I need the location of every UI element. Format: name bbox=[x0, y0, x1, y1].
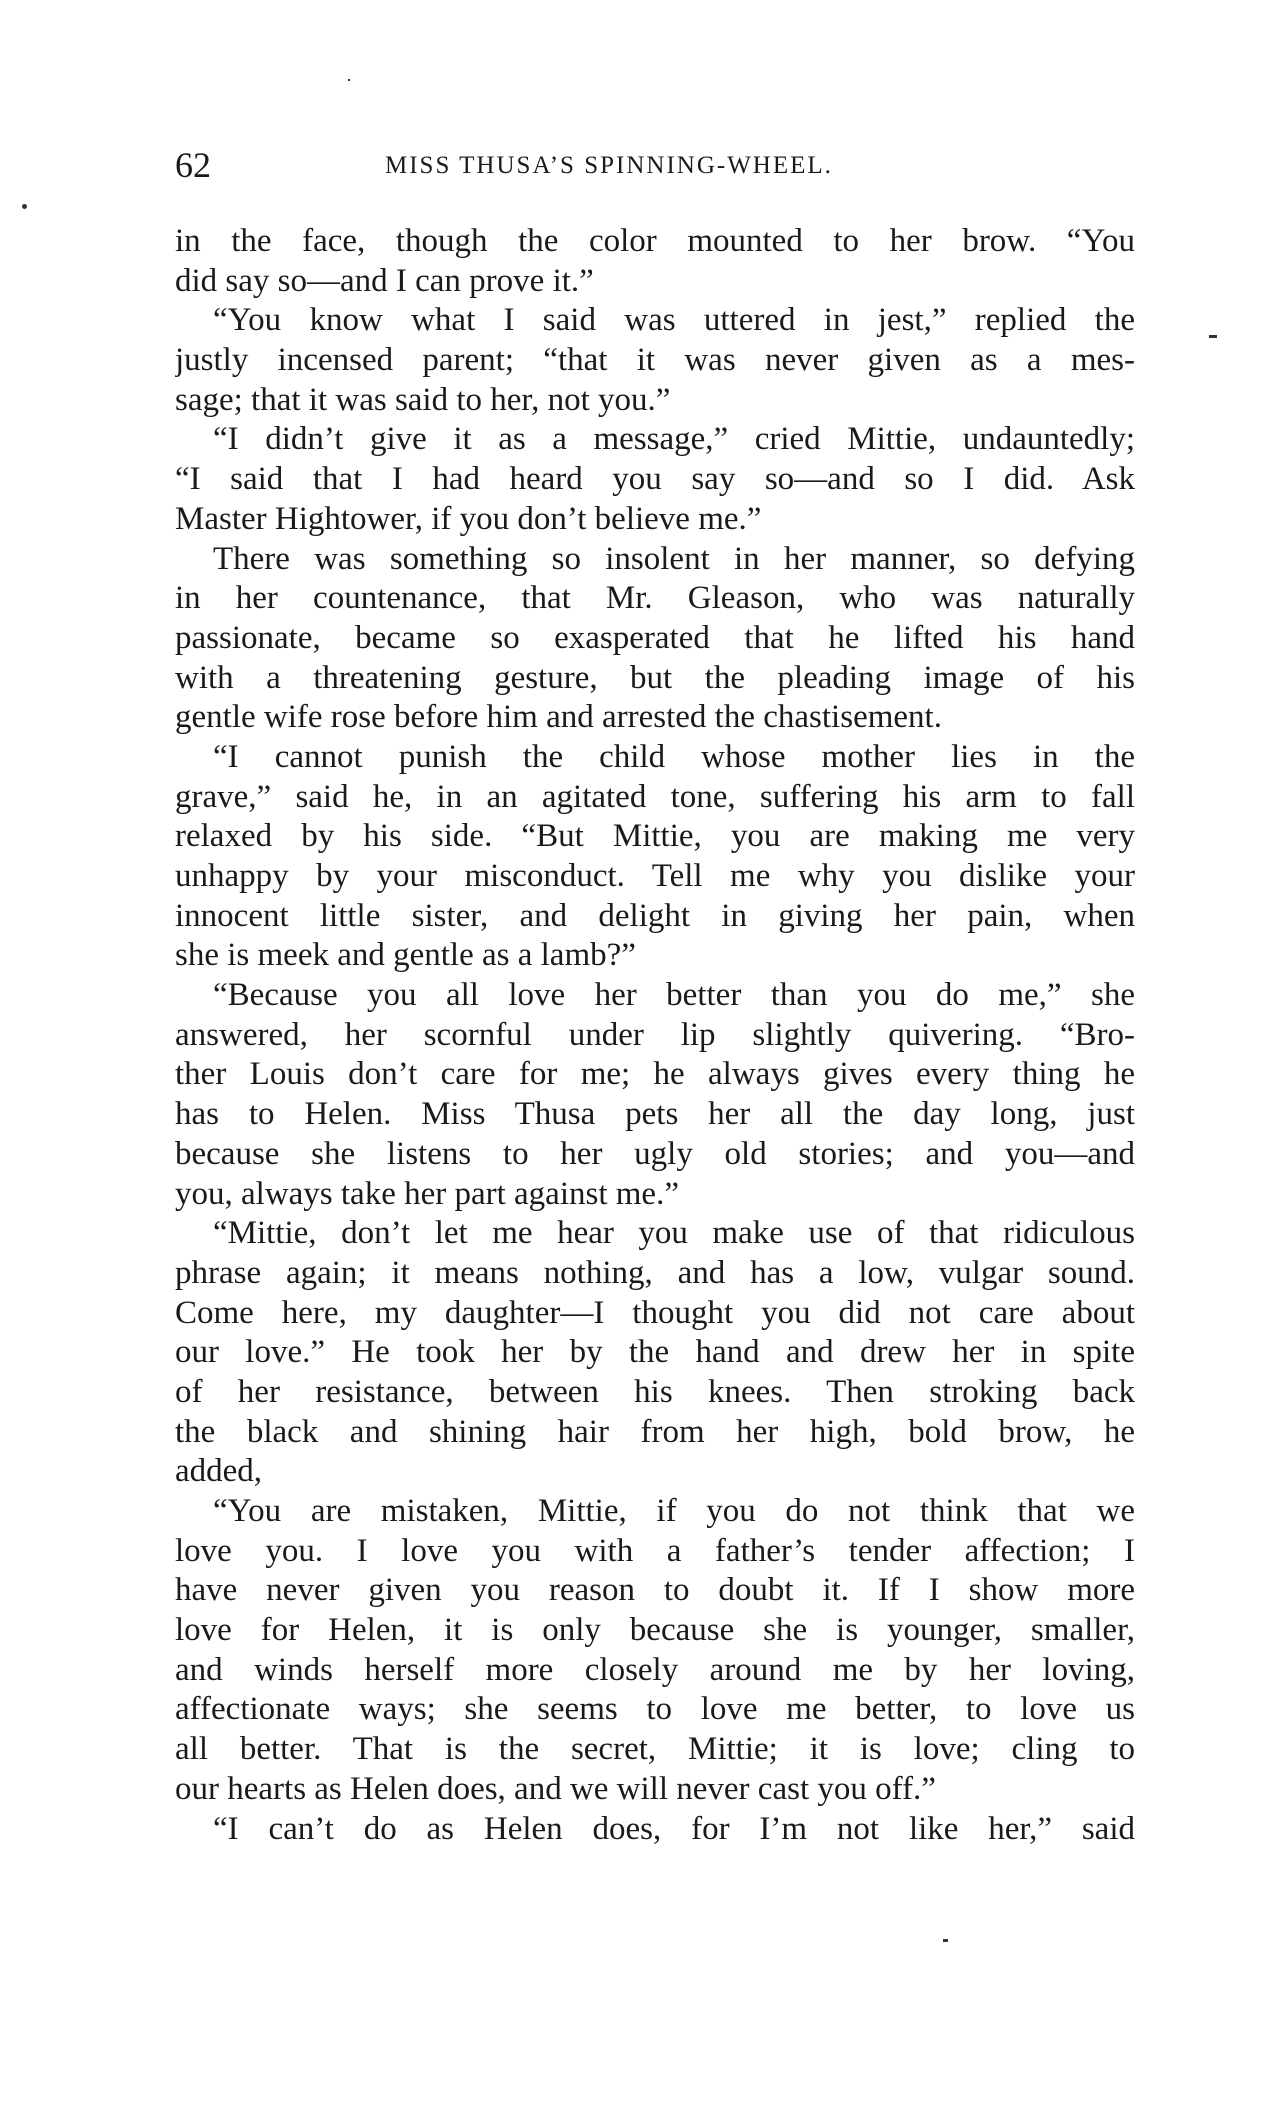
print-speck bbox=[943, 1939, 948, 1942]
text-line: There was something so insolent in her manner, so defying bbox=[213, 540, 1135, 577]
text-line: our love.” He took her by the hand and drew her in spite bbox=[175, 1334, 1135, 1371]
print-speck bbox=[1209, 335, 1217, 338]
text-line: the black and shining hair from her high, bold brow, he bbox=[175, 1413, 1135, 1450]
body-text bbox=[175, 222, 1135, 1849]
text-line: of her resistance, between his knees. Then stroking back bbox=[175, 1373, 1135, 1410]
text-line: unhappy by your misconduct. Tell me why you dislike your bbox=[175, 858, 1135, 894]
text-line: “I cannot punish the child whose mother lies in the bbox=[213, 738, 1135, 775]
text-line: answered, her scornful under lip slightly quivering. “Bro- bbox=[175, 1016, 1135, 1053]
text-line: you, always take her part against me.” bbox=[175, 1175, 679, 1212]
text-line: love you. I love you with a father’s tender affection; I bbox=[175, 1532, 1135, 1569]
text-line: with a threatening gesture, but the pleading image of his bbox=[175, 659, 1135, 696]
text-line: she is meek and gentle as a lamb?” bbox=[175, 937, 636, 974]
running-title: MISS THUSA’S SPINNING-WHEEL. bbox=[385, 152, 833, 179]
text-line: phrase again; it means nothing, and has a low, vulgar sound. bbox=[175, 1254, 1135, 1291]
text-line: “You know what I said was uttered in jest,” replied the bbox=[213, 302, 1135, 339]
text-line: “I said that I had heard you say so—and so I did. Ask bbox=[175, 461, 1135, 498]
text-line: and winds herself more closely around me by her loving, bbox=[175, 1651, 1135, 1688]
text-line: in the face, though the color mounted to her brow. “You bbox=[175, 223, 1135, 259]
text-line: love for Helen, it is only because she is younger, smaller, bbox=[175, 1612, 1135, 1649]
text-line: “Mittie, don’t let me hear you make use of that ridiculous bbox=[213, 1215, 1135, 1252]
text-line: all better. That is the secret, Mittie; it is love; cling to bbox=[175, 1731, 1135, 1768]
text-line: “I can’t do as Helen does, for I’m not like her,” said bbox=[213, 1810, 1135, 1847]
text-line: has to Helen. Miss Thusa pets her all the day long, just bbox=[175, 1096, 1135, 1133]
text-line: “You are mistaken, Mittie, if you do not think that we bbox=[213, 1493, 1135, 1529]
text-line: because she listens to her ugly old stories; and you—and bbox=[175, 1135, 1135, 1172]
print-speck bbox=[22, 204, 27, 209]
text-line: Master Hightower, if you don’t believe me.” bbox=[175, 500, 762, 537]
text-line: relaxed by his side. “But Mittie, you are making me very bbox=[175, 818, 1135, 855]
text-line: Come here, my daughter—I thought you did not care about bbox=[175, 1294, 1135, 1331]
text-line: did say so—and I can prove it.” bbox=[175, 262, 594, 299]
text-line: justly incensed parent; “that it was never given as a mes- bbox=[175, 342, 1135, 379]
text-line: added, bbox=[175, 1453, 263, 1490]
text-line: innocent little sister, and delight in giving her pain, when bbox=[175, 897, 1135, 934]
text-line: “Because you all love her better than you do me,” she bbox=[213, 977, 1135, 1014]
text-line: have never given you reason to doubt it. If I show more bbox=[175, 1572, 1135, 1609]
text-line: passionate, became so exasperated that he lifted his hand bbox=[175, 619, 1135, 656]
text-line: grave,” said he, in an agitated tone, suffering his arm to fall bbox=[175, 778, 1135, 815]
text-line: affectionate ways; she seems to love me better, to love us bbox=[175, 1691, 1135, 1728]
text-line: “I didn’t give it as a message,” cried Mittie, undauntedly; bbox=[213, 421, 1135, 458]
text-line: ther Louis don’t care for me; he always gives every thing he bbox=[175, 1056, 1135, 1093]
text-line: gentle wife rose before him and arrested the chastisement. bbox=[175, 699, 942, 736]
page-number: 62 bbox=[175, 145, 211, 185]
print-speck bbox=[348, 79, 350, 81]
running-head bbox=[175, 143, 1135, 187]
text-line: sage; that it was said to her, not you.” bbox=[175, 381, 671, 418]
text-line: in her countenance, that Mr. Gleason, who was naturally bbox=[175, 580, 1135, 617]
text-line: our hearts as Helen does, and we will never cast you off.” bbox=[175, 1770, 936, 1807]
